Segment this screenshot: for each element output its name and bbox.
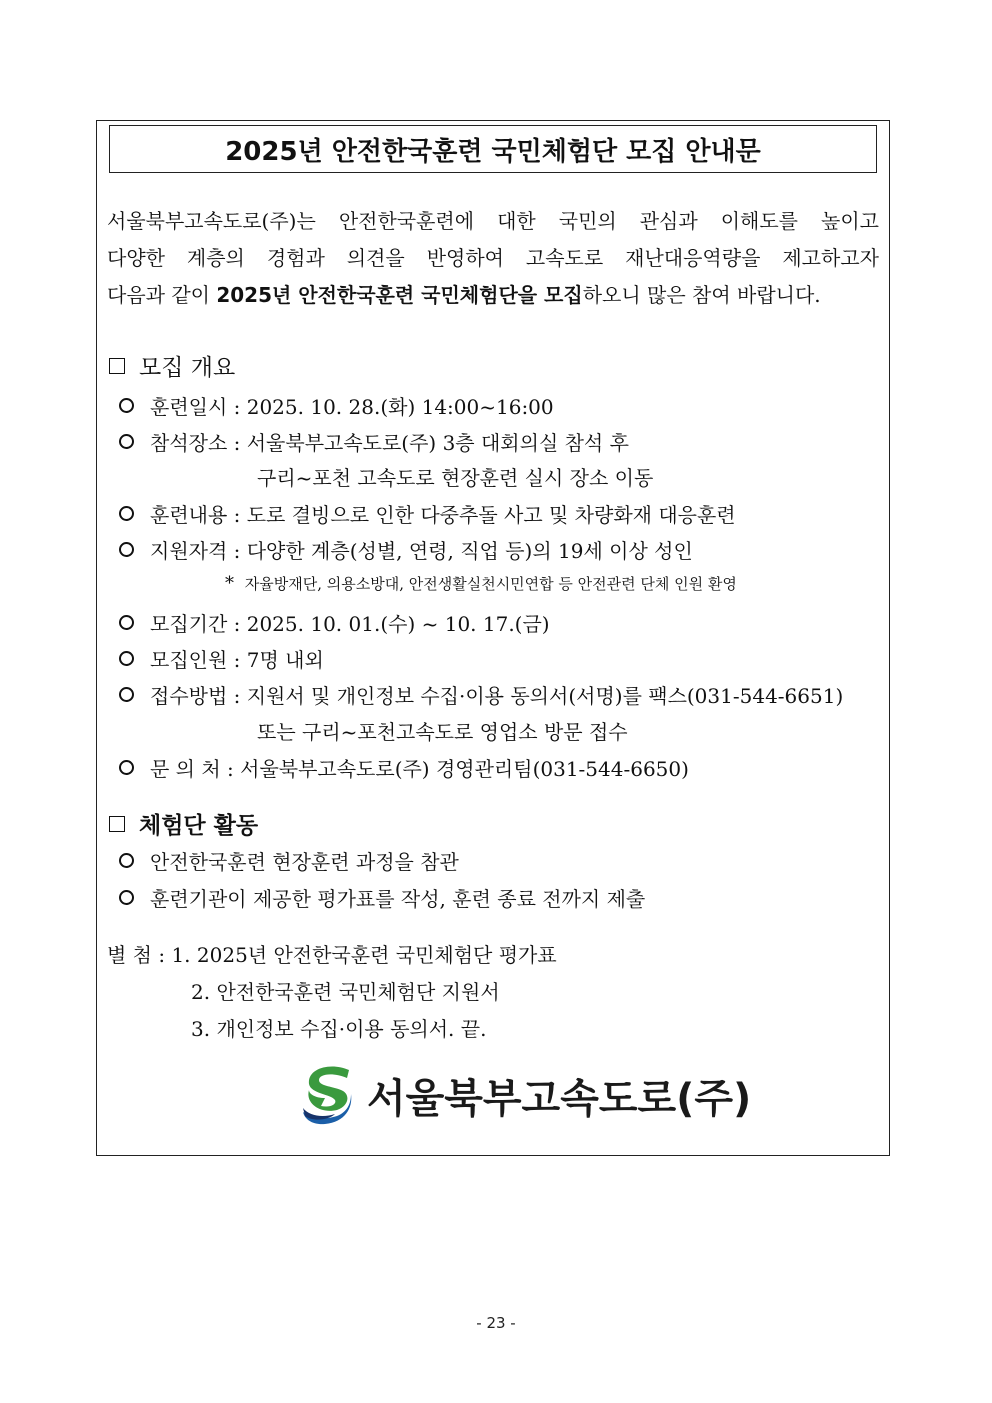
- circle-bullet-icon: [119, 760, 134, 775]
- attachment-item: 3. 개인정보 수집·이용 동의서. 끝.: [191, 1017, 487, 1041]
- circle-bullet-icon: [119, 398, 134, 413]
- circle-bullet-icon: [119, 651, 134, 666]
- document-title: [109, 125, 877, 173]
- attachments-label: 별 첨 :: [107, 943, 172, 967]
- circle-bullet-icon: [119, 853, 134, 868]
- list-item: 접수방법 : 지원서 및 개인정보 수집·이용 동의서(서명)를 팩스(031-544-6651): [119, 680, 843, 709]
- list-item: 지원자격 : 다양한 계층(성별, 연령, 직업 등)의 19세 이상 성인: [119, 535, 693, 564]
- list-item-continuation: 또는 구리~포천고속도로 영업소 방문 접수: [257, 720, 628, 744]
- list-item: 모집인원 : 7명 내외: [119, 644, 324, 673]
- intro-paragraph: [107, 203, 879, 314]
- intro-line-3: 다음과 같이 2025년 안전한국훈련 국민체험단을 모집 하오니 많은 참여 바랍니다.: [107, 277, 879, 314]
- company-logo: [301, 1063, 751, 1127]
- list-item: 모집기간 : 2025. 10. 01.(수) ~ 10. 17.(금): [119, 608, 550, 637]
- note-text: * 자율방재단, 의용소방대, 안전생활실천시민연합 등 안전관련 단체 인원 환영: [225, 573, 737, 594]
- circle-bullet-icon: [119, 506, 134, 521]
- list-item-continuation: 구리~포천 고속도로 현장훈련 실시 장소 이동: [257, 466, 654, 490]
- attachments: 별 첨 : 1. 2025년 안전한국훈련 국민체험단 평가표: [107, 943, 557, 967]
- attachment-item: 2. 안전한국훈련 국민체험단 지원서: [191, 980, 500, 1004]
- list-item: 안전한국훈련 현장훈련 과정을 참관: [119, 846, 459, 875]
- section-heading-activities: 체험단 활동: [109, 807, 258, 840]
- intro-line-2: 다양한 계층의 경험과 의견을 반영하여 고속도로 재난대응역량을 제고하고자: [107, 246, 879, 270]
- list-item: 훈련내용 : 도로 결빙으로 인한 다중추돌 사고 및 차량화재 대응훈련: [119, 499, 736, 528]
- circle-bullet-icon: [119, 890, 134, 905]
- company-emblem-icon: [301, 1064, 359, 1126]
- checkbox-square-icon: [109, 816, 125, 832]
- intro-line-1: 서울북부고속도로(주)는 안전한국훈련에 대한 국민의 관심과 이해도를 높이고: [107, 209, 879, 233]
- list-item: 문 의 처 : 서울북부고속도로(주) 경영관리팀(031-544-6650): [119, 753, 689, 782]
- list-item: 참석장소 : 서울북부고속도로(주) 3층 대회의실 참석 후: [119, 427, 629, 456]
- title-text: 2025년 안전한국훈련 국민체험단 모집 안내문: [225, 136, 761, 167]
- page-number: - 23 -: [476, 1314, 516, 1332]
- logo-text: 서울북부고속도로(주): [367, 1075, 752, 1122]
- list-item: 훈련기관이 제공한 평가표를 작성, 훈련 종료 전까지 제출: [119, 883, 645, 912]
- section-heading-overview: 모집 개요: [109, 349, 235, 382]
- notice-box: [96, 120, 890, 1156]
- circle-bullet-icon: [119, 615, 134, 630]
- circle-bullet-icon: [119, 542, 134, 557]
- list-item: 훈련일시 : 2025. 10. 28.(화) 14:00~16:00: [119, 391, 554, 420]
- circle-bullet-icon: [119, 687, 134, 702]
- checkbox-square-icon: [109, 358, 125, 374]
- intro-emphasis: 2025년 안전한국훈련 국민체험단을 모집: [216, 283, 583, 307]
- circle-bullet-icon: [119, 434, 134, 449]
- asterisk-icon: *: [225, 573, 234, 594]
